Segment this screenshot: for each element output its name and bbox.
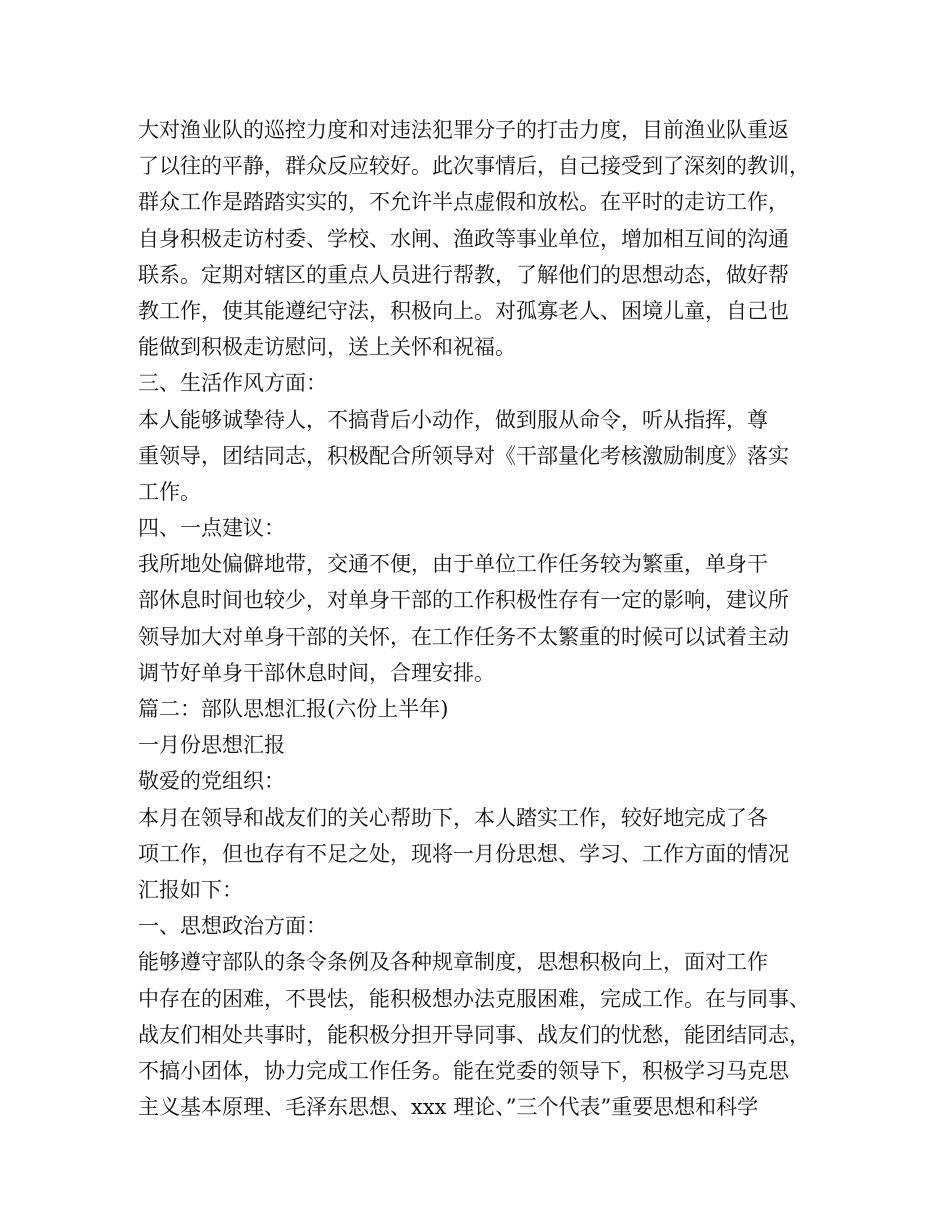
section-heading: 三、生活作风方面：: [138, 371, 327, 396]
text-line: 中存在的困难，不畏怯，能积极想办法克服困难，完成工作。在与同事、: [138, 986, 810, 1011]
text-line: 能做到积极走访慰问，送上关怀和祝福。: [138, 335, 516, 360]
chapter-title: 篇二：部队思想汇报(六份上半年): [138, 697, 449, 721]
text-line: 我所地处偏僻地带，交通不便，由于单位工作任务较为繁重，单身干: [138, 552, 768, 577]
text-line: 工作。: [138, 479, 201, 504]
text-line: 部休息时间也较少，对单身干部的工作积极性存有一定的影响，建议所: [138, 588, 789, 613]
text-line: 项工作，但也存有不足之处，现将一月份思想、学习、工作方面的情况: [138, 841, 789, 866]
text-line: 领导加大对单身干部的关怀，在工作任务不太繁重的时候可以试着主动: [138, 624, 789, 649]
section-heading: 一、思想政治方面：: [138, 914, 327, 939]
text-line: 教工作，使其能遵纪守法，积极向上。对孤寡老人、困境儿童，自己也: [138, 298, 789, 323]
text-line: 汇报如下：: [138, 877, 243, 902]
text-line: 重领导，团结同志，积极配合所领导对《干部量化考核激励制度》落实: [138, 443, 789, 468]
text-line: 调节好单身干部休息时间，合理安排。: [138, 660, 495, 685]
text-line: 战友们相处共事时，能积极分担开导同事、战友们的忧愁，能团结同志，: [138, 1022, 810, 1047]
text-line: 大对渔业队的巡控力度和对违法犯罪分子的打击力度，目前渔业队重返: [138, 118, 789, 142]
text-line: 本人能够诚挚待人，不搞背后小动作，做到服从命令，听从指挥，尊: [138, 407, 768, 432]
report-title: 一月份思想汇报: [138, 733, 285, 758]
text-line: 能够遵守部队的条令条例及各种规章制度，思想积极向上，面对工作: [138, 950, 768, 975]
text-line: 本月在领导和战友们的关心帮助下，本人踏实工作，较好地完成了各: [138, 805, 768, 830]
text-line: 不搞小团体，协力完成工作任务。能在党委的领导下，积极学习马克思: [138, 1058, 789, 1083]
text-line: 群众工作是踏踏实实的，不允许半点虚假和放松。在平时的走访工作，: [138, 190, 789, 215]
text-line: 联系。定期对辖区的重点人员进行帮教，了解他们的思想动态，做好帮: [138, 262, 789, 287]
text-line: 了以往的平静，群众反应较好。此次事情后，自己接受到了深刻的教训，: [138, 154, 810, 179]
text-line: 自身积极走访村委、学校、水闸、渔政等事业单位，增加相互间的沟通: [138, 226, 789, 251]
section-heading: 四、一点建议：: [138, 516, 285, 541]
text-line: 主义基本原理、毛泽东思想、xxx 理论、”三个代表”重要思想和科学: [138, 1095, 759, 1120]
document-body: [138, 112, 838, 1125]
salutation: 敬爱的党组织：: [138, 769, 285, 794]
